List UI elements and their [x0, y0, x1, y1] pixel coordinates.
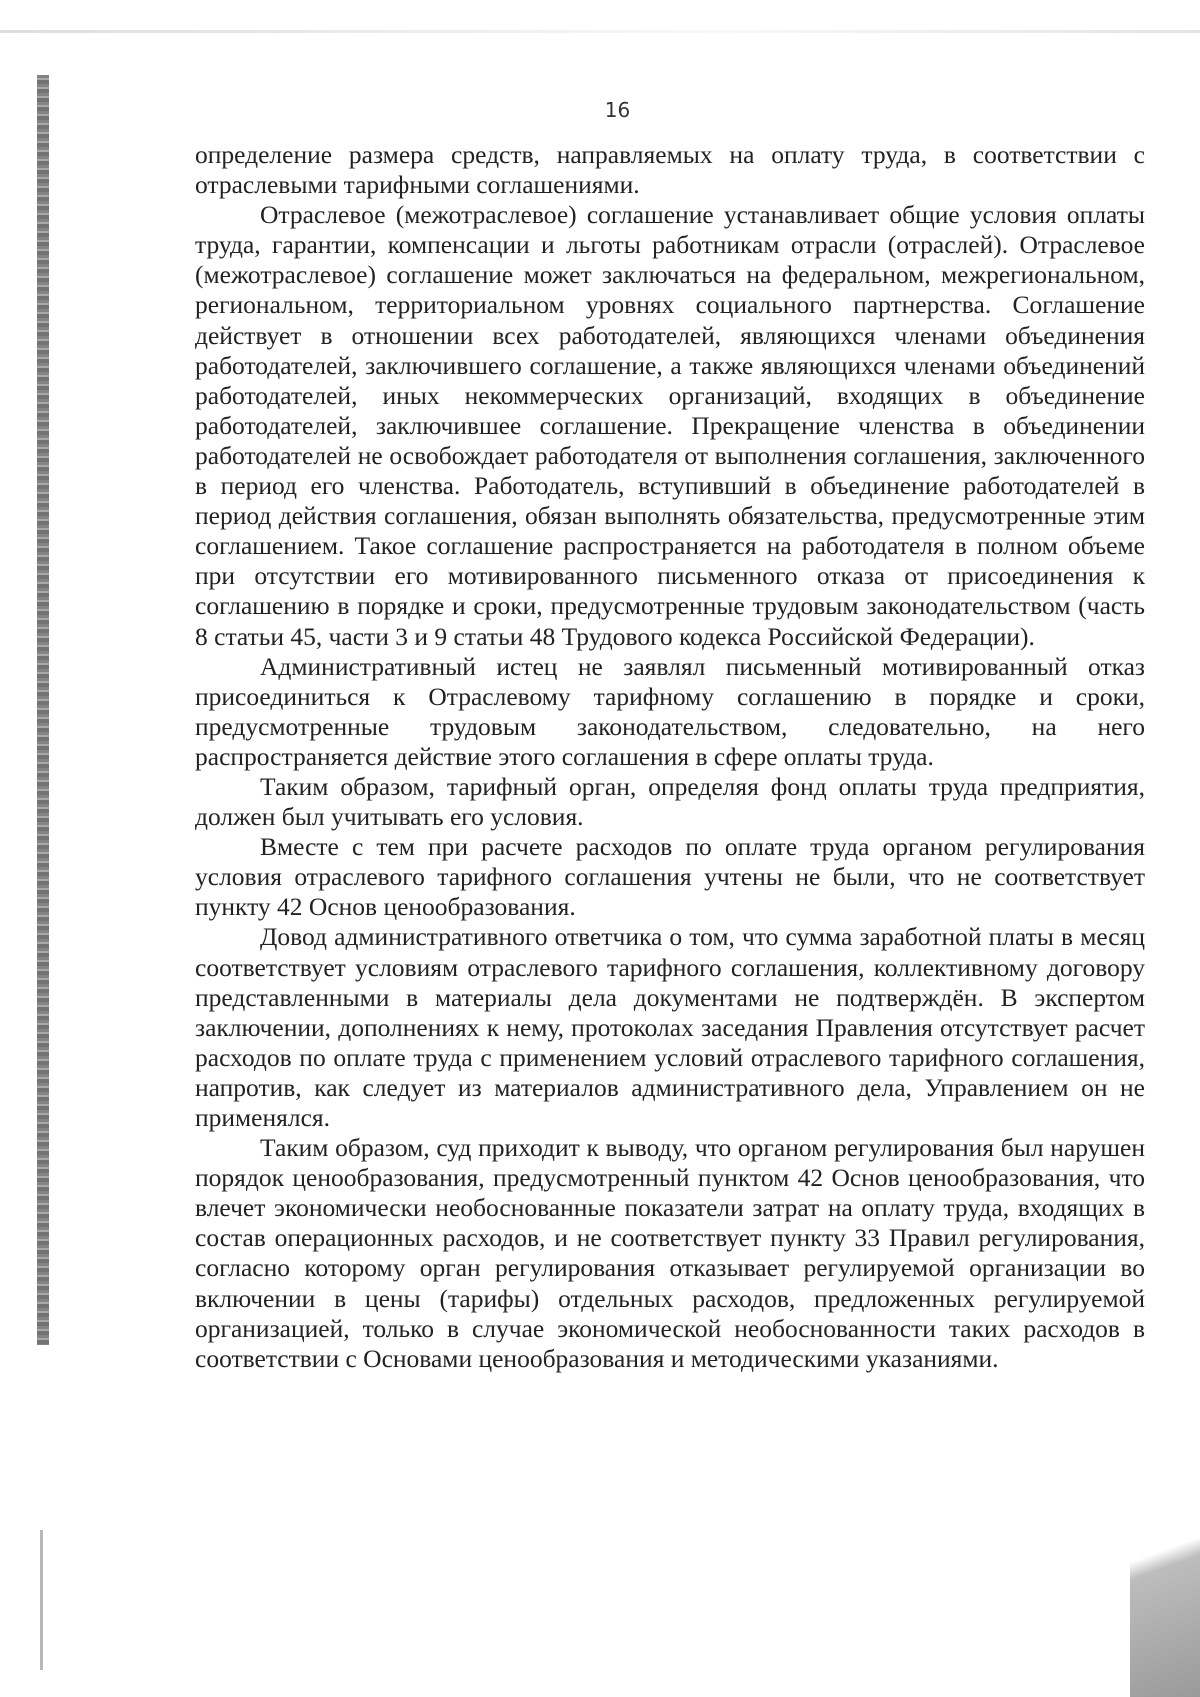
- scan-edge-top: [0, 30, 1200, 33]
- paragraph-continuation: определение размера средств, направляемых на оплату труда, в соответствии с отраслевыми тарифными соглашениями.: [195, 140, 1145, 200]
- paragraph-defendant-argument: Довод административного ответчика о том, что сумма заработной платы в месяц соответствует условиям отраслевого тарифного соглашения, коллективному договору представленными в материалы дела документами не подтверждён. В экспертом заключении, дополнениях к нему, протоколах заседания Правления отсутствует расчет расходов по оплате труда с применением условий отраслевого тарифного соглашения, напротив, как следует из материалов административного дела, Управлением он не применялся.: [195, 922, 1145, 1132]
- paragraph-calculation: Вместе с тем при расчете расходов по оплате труда органом регулирования условия отраслевого тарифного соглашения учтены не были, что не соответствует пункту 42 Основ ценообразования.: [195, 832, 1145, 922]
- paragraph-plaintiff-refusal: Административный истец не заявлял письменный мотивированный отказ присоединиться к Отраслевому тарифному соглашению в порядке и сроки, предусмотренные трудовым законодательством, следовательно, на него распространяется действие этого соглашения в сфере оплаты труда.: [195, 651, 1145, 771]
- document-body: [195, 140, 1145, 1374]
- paragraph-tariff-body: Таким образом, тарифный орган, определяя фонд оплаты труда предприятия, должен был учитывать его условия.: [195, 771, 1145, 832]
- page-number: 16: [604, 98, 631, 122]
- paragraph-industry-agreement: Отраслевое (межотраслевое) соглашение устанавливает общие условия оплаты труда, гарантии, компенсации и льготы работникам отрасли (отраслей). Отраслевое (межотраслевое) соглашение может заключаться на федеральном, межрегиональном, региональном, территориальном уровнях социального партнерства. Соглашение действует в отношении всех работодателей, являющихся членами объединения работодателей, заключившего соглашение, а также являющихся членами объединений работодателей, иных некоммерческих организаций, входящих в объединение работодателей, заключившее соглашение. Прекращение членства в объединении работодателей не освобождает работодателя от выполнения соглашения, заключенного в период его членства. Работодатель, вступивший в объединение работодателей в период действия соглашения, обязан выполнять обязательства, предусмотренные этим соглашением. Такое соглашение распространяется на работодателя в полном объеме при отсутствии его мотивированного письменного отказа от присоединения к соглашению в порядке и сроки, предусмотренные трудовым законодательством (часть 8 статьи 45, части 3 и 9 статьи 48 Трудового кодекса Российской Федерации).: [195, 200, 1145, 651]
- scan-edge-left-lower: [40, 1530, 43, 1670]
- scan-shadow-corner: [1130, 1367, 1200, 1697]
- paragraph-court-conclusion: Таким образом, суд приходит к выводу, что органом регулирования был нарушен порядок ценообразования, предусмотренный пунктом 42 Основ ценообразования, что влечет экономически необоснованные показатели затрат на оплату труда, входящих в состав операционных расходов, и не соответствует пункту 33 Правил регулирования, согласно которому орган регулирования отказывает регулируемой организации во включении в цены (тарифы) отдельных расходов, предложенных регулируемой организацией, только в случае экономической необоснованности таких расходов в соответствии с Основами ценообразования и методическими указаниями.: [195, 1133, 1145, 1373]
- scan-edge-left: [37, 75, 49, 1345]
